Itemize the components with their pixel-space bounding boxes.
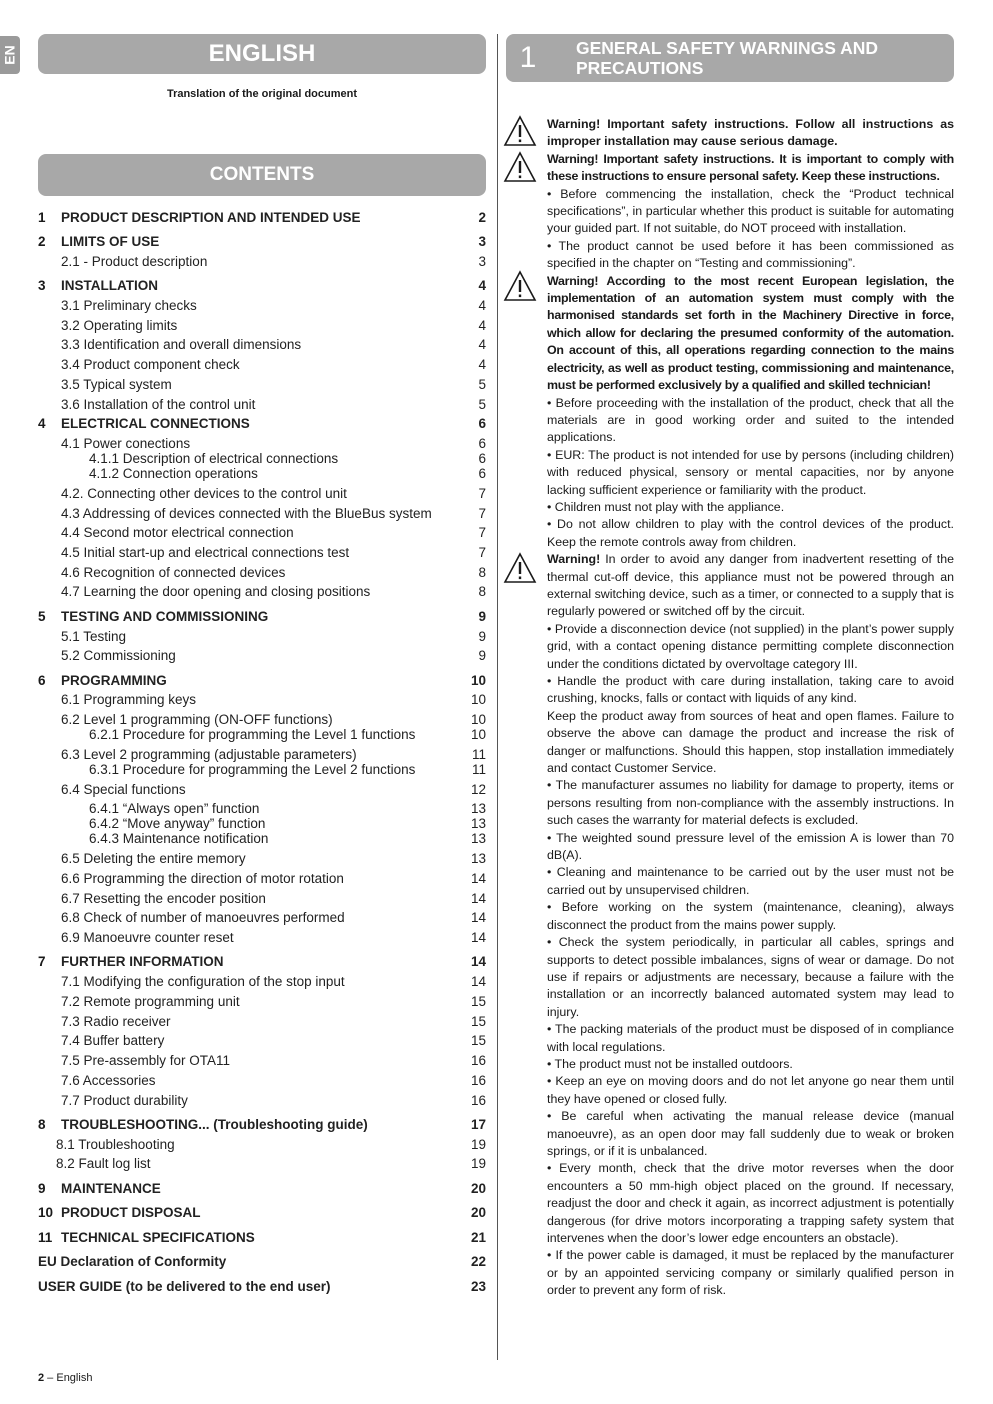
toc-entry-title: 4.1.2 Connection operations	[89, 466, 258, 481]
paragraph: • Provide a disconnection device (not supplied) in the plant’s power supply grid, with a contact opening distance permitting complete disconnection under the conditions dictated by overvoltage category III.	[547, 621, 954, 671]
toc-entry-number: 4	[38, 416, 46, 431]
paragraph: • Before commencing the installation, check the “Product technical specifications”, in particular whether this product is suitable for automating your guided part. If not suitable, do NOT proceed with installation.	[547, 186, 954, 236]
page-title: ENGLISH	[208, 40, 316, 67]
toc-entry-title: 7.5 Pre-assembly for OTA11	[61, 1053, 231, 1068]
toc-entry-page: 19	[470, 1137, 486, 1152]
toc-entry-page: 16	[470, 1093, 486, 1108]
paragraph: • The product cannot be used before it has been commissioned as specified in the chapter on “Testing and commissioning”.	[547, 238, 954, 271]
toc-entry-page: 2	[478, 210, 486, 225]
toc-entry-page: 4	[478, 278, 486, 293]
warning-triangle-icon	[503, 270, 537, 302]
toc-entry-page: 5	[478, 397, 486, 412]
toc-entry-page: 10	[470, 692, 486, 707]
toc-entry-title: 6.4.2 “Move anyway” function	[89, 816, 266, 831]
toc-entry-title: 6.8 Check of number of manoeuvres performed	[61, 910, 345, 925]
contents-banner	[38, 154, 486, 196]
toc-entry-title: 7.6 Accessories	[61, 1073, 156, 1088]
toc-entry-page: 9	[478, 648, 486, 663]
toc-entry-page: 6	[478, 466, 486, 481]
toc-entry-page: 16	[470, 1073, 486, 1088]
paragraph: • The product must not be installed outdoors.	[547, 1056, 793, 1071]
toc-entry-page: 14	[470, 910, 486, 925]
paragraph: • Cleaning and maintenance to be carried out by the user must not be carried out by unsupervised children.	[547, 865, 954, 897]
contents-title: CONTENTS	[209, 164, 315, 185]
toc-entry-title: 8.1 Troubleshooting	[56, 1137, 175, 1152]
toc-entry-title: 6.3 Level 2 programming (adjustable parameters)	[61, 747, 357, 762]
paragraph: • The packing materials of the product must be disposed of in compliance with local regulations.	[547, 1022, 954, 1054]
toc-entry-title: PRODUCT DISPOSAL	[61, 1205, 201, 1220]
toc-entry-title: 6.4 Special functions	[61, 782, 186, 797]
toc-entry-title: LIMITS OF USE	[61, 234, 160, 249]
toc-entry-title: 7.3 Radio receiver	[61, 1014, 171, 1029]
toc-entry-page: 12	[470, 782, 486, 797]
toc-entry-title: 3.4 Product component check	[61, 357, 240, 372]
toc-entry-title: 4.4 Second motor electrical connection	[61, 525, 294, 540]
toc-entry-title: 6.4.1 “Always open” function	[89, 801, 260, 816]
toc-entry-title: 4.7 Learning the door opening and closing positions	[61, 584, 371, 599]
toc-entry-page: 10	[470, 727, 486, 742]
paragraph: • Handle the product with care during installation, taking care to avoid crushing, knocks, falls or contact with liquids of any kind.	[547, 674, 954, 706]
toc-entry-page: 10	[470, 712, 486, 727]
paragraph: • If the power cable is damaged, it must be replaced by the manufacturer or by an appointed servicing company or similarly qualified person in order to prevent any form of risk.	[547, 1248, 954, 1298]
toc-entry-title: 6.9 Manoeuvre counter reset	[61, 930, 234, 945]
safety-warnings-text	[547, 116, 954, 1300]
toc-entry-title: 4.1.1 Description of electrical connections	[89, 451, 339, 466]
toc-entry-page: 7	[478, 525, 486, 540]
toc-entry-page: 13	[470, 831, 486, 846]
column-divider	[497, 34, 498, 1360]
paragraph: Warning! In order to avoid any danger from inadvertent resetting of the thermal cut-off device, this appliance must not be powered through an external switching device, such as a timer, or connected to a supply that is regularly powered or switched off by the circuit.	[547, 552, 954, 619]
toc-entry-page: 10	[470, 673, 486, 688]
toc-entry-page: 13	[470, 816, 486, 831]
toc-entry-title: 7.1 Modifying the configuration of the stop input	[61, 974, 345, 989]
toc-entry-number: 8	[38, 1117, 46, 1132]
paragraph: • Every month, check that the drive motor reverses when the door encounters a 50 mm-high object placed on the ground. If necessary, readjust the door and check it again, as incorrect adjustment is potentially dangerous (for drive motors incorporating a trapping safety system that intervenes when the door’s lower edge encounters an obstacle).	[547, 1161, 954, 1245]
toc-entry-page: 15	[470, 994, 486, 1009]
toc-entry-title: 3.5 Typical system	[61, 377, 172, 392]
toc-entry-title: 5.2 Commissioning	[61, 648, 176, 663]
toc-entry-page: 8	[478, 565, 486, 580]
warning-paragraph: Warning! Important safety instructions. Follow all instructions as improper installation may cause serious damage.	[547, 117, 954, 149]
toc-entry-number: 2	[38, 234, 46, 249]
toc-entry-title: MAINTENANCE	[61, 1181, 161, 1196]
toc-entry-number: 3	[38, 278, 46, 293]
toc-entry-title: 6.1 Programming keys	[61, 692, 197, 707]
toc-entry-page: 9	[478, 609, 486, 624]
toc-entry-page: 14	[470, 891, 486, 906]
warning-triangle-icon	[503, 115, 537, 147]
toc-entry-page: 14	[470, 930, 486, 945]
toc-entry-number: 1	[38, 210, 46, 225]
toc-entry-title: 7.2 Remote programming unit	[61, 994, 240, 1009]
toc-entry-page: 13	[470, 851, 486, 866]
toc-entry-page: 4	[478, 298, 486, 313]
toc-entry-title: TESTING AND COMMISSIONING	[61, 609, 269, 624]
toc-entry-page: 14	[470, 871, 486, 886]
warning-triangle-icon	[503, 151, 537, 183]
toc-entry-number: 9	[38, 1181, 46, 1196]
toc-entry-page: 20	[470, 1205, 486, 1220]
toc-entry-page: 6	[478, 436, 486, 451]
toc-entry-page: 5	[478, 377, 486, 392]
toc-entry-page: 4	[478, 337, 486, 352]
toc-entry-title: 4.6 Recognition of connected devices	[61, 565, 286, 580]
toc-entry-number: 6	[38, 673, 46, 688]
toc-entry-page: 21	[470, 1230, 486, 1245]
toc-entry-title: EU Declaration of Conformity	[38, 1254, 227, 1269]
paragraph: • Before working on the system (maintenance, cleaning), always disconnect the product from the mains power supply.	[547, 900, 954, 932]
toc-entry-title: 6.4.3 Maintenance notification	[89, 831, 269, 846]
toc-entry-page: 15	[470, 1033, 486, 1048]
paragraph: • EUR: The product is not intended for use by persons (including children) with reduced physical, sensory or mental capacities, nor by anyone lacking sufficient experience or familiarity with the product.	[547, 447, 954, 497]
toc-entry-page: 19	[470, 1156, 486, 1171]
toc-entry-title: 6.5 Deleting the entire memory	[61, 851, 246, 866]
language-tab: EN	[0, 36, 20, 74]
toc-entry-page: 4	[478, 357, 486, 372]
paragraph: • Be careful when activating the manual release device (manual manoeuvre), as an open door may fall suddenly due to weak or broken springs, or if it is unbalanced.	[547, 1109, 954, 1158]
toc-entry-title: 4.2. Connecting other devices to the control unit	[61, 486, 347, 501]
toc-entry-page: 4	[478, 318, 486, 333]
toc-entry-title: 7.4 Buffer battery	[61, 1033, 165, 1048]
toc-entry-page: 20	[470, 1181, 486, 1196]
toc-entry-page: 16	[470, 1053, 486, 1068]
paragraph: • Keep an eye on moving doors and do not let anyone go near them until they have opened or closed fully.	[547, 1074, 954, 1106]
toc-entry-page: 6	[478, 416, 486, 431]
paragraph: Keep the product away from sources of heat and open flames. Failure to observe the above can damage the product and increase the risk of danger or malfunctions. Should this happen, stop installation immediately and contact Customer Service.	[547, 708, 954, 776]
toc-entry-page: 9	[478, 629, 486, 644]
section-title: GENERAL SAFETY WARNINGS AND PRECAUTIONS	[576, 38, 879, 78]
toc-entry-title: 4.1 Power conections	[61, 436, 191, 451]
toc-entry-title: FURTHER INFORMATION	[61, 954, 224, 969]
toc-entry-title: USER GUIDE (to be delivered to the end user)	[38, 1279, 331, 1294]
toc-entry-title: 3.1 Preliminary checks	[61, 298, 197, 313]
paragraph: • The weighted sound pressure level of the emission A is lower than 70 dB(A).	[547, 830, 954, 863]
toc-entry-page: 3	[478, 254, 486, 269]
toc-entry-page: 8	[478, 584, 486, 599]
toc-entry-page: 11	[471, 747, 486, 762]
toc-entry-title: 3.6 Installation of the control unit	[61, 397, 256, 412]
toc-entry-title: INSTALLATION	[61, 278, 158, 293]
paragraph: • Before proceeding with the installation of the product, check that all the materials are in good working order and suited to the intended applications.	[547, 395, 954, 445]
paragraph: • The manufacturer assumes no liability for damage to property, items or persons resulting from non-compliance with the assembly instructions. In such cases the warranty for material defects is excluded.	[547, 778, 954, 828]
toc-entry-title: 3.3 Identification and overall dimensions	[61, 337, 302, 352]
toc-entry-title: 8.2 Fault log list	[56, 1156, 151, 1171]
toc-entry-title: 7.7 Product durability	[61, 1093, 188, 1108]
toc-entry-title: TROUBLESHOOTING... (Troubleshooting guide)	[61, 1117, 368, 1132]
toc-entry-title: PRODUCT DESCRIPTION AND INTENDED USE	[61, 210, 361, 225]
toc-entry-page: 14	[470, 974, 486, 989]
toc-entry-page: 6	[478, 451, 486, 466]
page-footer: 2 – English	[38, 1372, 93, 1384]
toc-entry-page: 23	[470, 1279, 486, 1294]
toc-entry-page: 7	[478, 486, 486, 501]
toc-entry-title: 6.3.1 Procedure for programming the Level 2 functions	[89, 762, 416, 777]
toc-entry-title: 6.6 Programming the direction of motor rotation	[61, 871, 344, 886]
toc-entry-page: 22	[470, 1254, 486, 1269]
toc-entry-title: 2.1 - Product description	[61, 254, 208, 269]
toc-entry-page: 17	[470, 1117, 486, 1132]
toc-entry-number: 7	[38, 954, 46, 969]
toc-entry-title: 6.7 Resetting the encoder position	[61, 891, 266, 906]
toc-entry-page: 7	[478, 506, 486, 521]
language-banner	[38, 34, 486, 74]
toc-entry-page: 14	[470, 954, 486, 969]
paragraph: • Do not allow children to play with the control devices of the product. Keep the remote controls away from children.	[547, 517, 954, 549]
toc-entry-page: 15	[470, 1014, 486, 1029]
toc-entry-page: 7	[478, 545, 486, 560]
toc-entry-title: 5.1 Testing	[61, 629, 127, 644]
toc-entry-title: PROGRAMMING	[61, 673, 167, 688]
toc-entry-page: 11	[471, 762, 486, 777]
document-subtitle: Translation of the original document	[166, 88, 358, 100]
toc-entry-title: TECHNICAL SPECIFICATIONS	[61, 1230, 255, 1245]
toc-entry-page: 3	[478, 234, 486, 249]
warning-paragraph: Warning! Important safety instructions. It is important to comply with these instructions to ensure personal safety. Keep these instructions.	[547, 151, 954, 184]
paragraph: • Children must not play with the appliance.	[547, 499, 785, 514]
paragraph: • Check the system periodically, in particular all cables, springs and supports to detect possible imbalances, signs of wear or damage. Do not use if repairs or adjustments are necessary, because a failure with the installation or an incorrectly balanced automated system may lead to injury.	[547, 935, 954, 1019]
toc-entry-title: ELECTRICAL CONNECTIONS	[61, 416, 250, 431]
toc-entry-number: 5	[38, 609, 46, 624]
toc-entry-number: 11	[38, 1230, 53, 1245]
toc-entry-title: 4.3 Addressing of devices connected with the BlueBus system	[61, 506, 432, 521]
warning-triangle-icon	[503, 552, 537, 584]
toc-entry-title: 4.5 Initial start-up and electrical connections test	[61, 545, 350, 560]
toc-entry-page: 13	[470, 801, 486, 816]
toc-entry-title: 6.2 Level 1 programming (ON-OFF functions)	[61, 712, 333, 727]
section-banner	[506, 34, 954, 82]
section-number: 1	[519, 41, 537, 74]
warning-paragraph: Warning! According to the most recent European legislation, the implementation of an automation system must comply with the harmonised standards set forth in the Machinery Directive in force, which allow for declaring the presumed conformity of the automation. On account of this, all operations regarding connection to the mains electricity, as well as product testing, commissioning and maintenance, must be performed exclusively by a qualified and skilled technician!	[547, 273, 954, 393]
toc-entry-title: 6.2.1 Procedure for programming the Level 1 functions	[89, 727, 416, 742]
toc-entry-number: 10	[38, 1205, 54, 1220]
toc-entry-title: 3.2 Operating limits	[61, 318, 178, 333]
